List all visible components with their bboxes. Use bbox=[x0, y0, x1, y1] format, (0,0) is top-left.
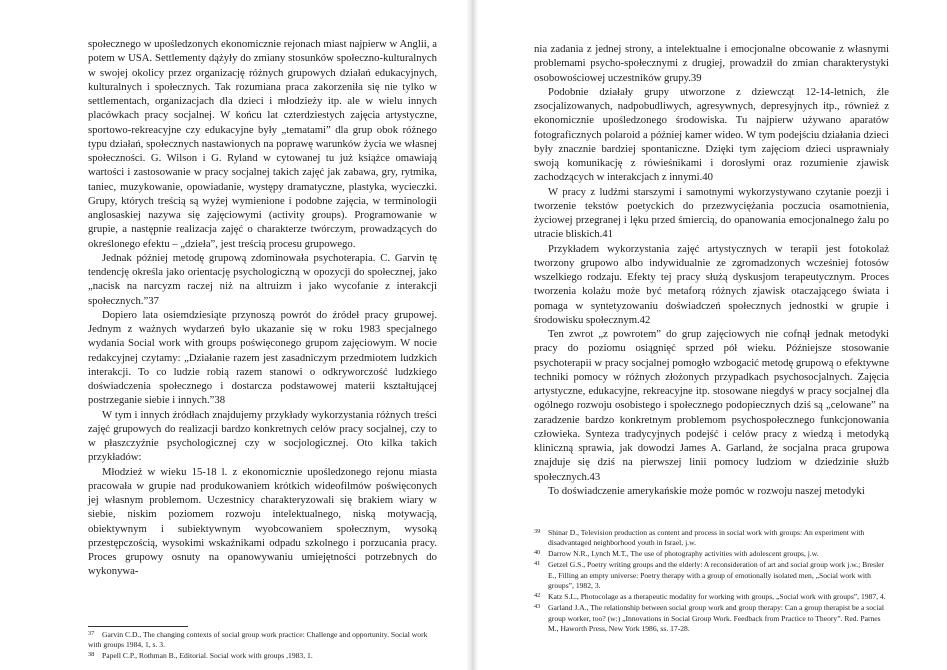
right-page bbox=[474, 0, 947, 670]
footnote bbox=[534, 592, 889, 602]
paragraph: Podobnie działały grupy utworzone z dziewcząt 12-14-letnich, źle zsocjalizowanych, nadpobudliwych, agresywnych, depresyjnych itp., również z ekonomicznie upośledzonego środowiska. Tu najpierw używano aparatów fotograficznych polaroid a później kamer wideo. W tym podejściu działania dzieci były znacznie bardziej spontaniczne. Dzięki tym zajęciom dzieci usprawniały swoją komunikację z rówieśnikami i dorosłymi oraz rozumienie zjawisk zachodzących w interakcjach z innymi.40 bbox=[534, 85, 889, 184]
paragraph: W tym i innych źródłach znajdujemy przykłady wykorzystania różnych treści zajęć grupowych do realizacji bardzo konkretnych celów pracy socjalnej, czy to w płaszczyźnie psychologicznej czy w socjologicznej. Oto kilka takich przykładów: bbox=[88, 408, 437, 464]
footnote-number: 40 bbox=[534, 549, 541, 557]
footnote-text: Papell C.P., Rothman B., Editorial. Social work with groups ,1983, 1. bbox=[102, 651, 313, 661]
footnote-text: Garland J.A., The relationship between social group work and group therapy: Can a group therapist be a social group worker, too? (w:) „Innovations in Social Group Work. Feedback from Practice to Theory”. Red. Parnes M., Haworth Press, New York 1986, ss. 17-28. bbox=[548, 603, 884, 634]
footnote bbox=[88, 651, 437, 661]
footnote-number: 42 bbox=[534, 592, 541, 600]
paragraph: społecznego w upośledzonych ekonomicznie rejonach miast najpierw w Anglii, a potem w USA. Settlementy dążyły do zmiany stosunków społeczno-kulturalnych w swojej okolicy przez organizację różnych grupowych działań edukacyjnych, kulturalnych i społecznych. Tak rozumiana praca zakorzeniła się nie tylko w settlementach, organizacjach dla dzieci i młodzieży itp. ale w wielu innych placówkach pracy socjalnej. W końcu lat czterdziestych zajęcia artystyczne, sportowo-rekreacyjne czy edukacyjne były „tematami” dla grup obok różnego typu działań, społecznych nastawionych na poprawę warunków życia we własnej społeczności. G. Wilson i G. Ryland w cytowanej tu już książce omawiają wartości i zastosowanie w pracy socjalnej takich zajęć jak zabawa, gry, rytmika, taniec, muzykowanie, opowiadanie, występy dramatyczne, plastyka, wycieczki. Grupy, których treścią są wyżej wymienione i podobne zajęcia, w terminologii anglosaskiej nazywa się zajęciowymi (activity groups). Programowanie w grupie, a następnie realizacja zajęć o charakterze twórczym, prowadzących do określonego efektu – „dzieła”, jest treścią procesu grupowego. bbox=[88, 38, 437, 250]
footnote bbox=[534, 528, 889, 549]
footnote-number: 43 bbox=[534, 603, 541, 611]
paragraph: Dopiero lata osiemdziesiąte przynoszą powrót do źródeł pracy grupowej. Jednym z ważnych wydarzeń było ukazanie się w roku 1983 specjalnego wydania Social work with groups poświęconego grupom zajęciowym. W nocie redakcyjnej czytamy: „Działanie razem jest zasadniczym przedmiotem ludzkich interakcji. To co ludzie robią razem stanowi o odkryworczość ludzkiego doświadczenia społecznego i dostarcza podstawowej materii kształtującej postrzeganie siebie i innych.”38 bbox=[88, 308, 437, 407]
paragraph: Młodzież w wieku 15-18 l. z ekonomicznie upośledzonego rejonu miasta pracowała w grupie nad produkowaniem krótkich wideofilmów poświęconych jej własnym problemom. Uczestnicy charakteryzowali się brakiem wiary w siebie, niskim poziomem rozwoju intelektualnego, niską motywacją, obiektywnym i subiektywnym wyobcowaniem społecznym, wysoką przestępczością, wysokimi wskaźnikami odpadu szkolnego i porzucania pracy. Proces grupowy osnuty na opanowywaniu umiejętności potrzebnych do wykonywa- bbox=[88, 465, 437, 578]
footnote-number: 39 bbox=[534, 528, 541, 535]
paragraph: nia zadania z jednej strony, a intelektualne i emocjonalne obcowanie z własnymi problemami psycho-społecznymi z drugiej, prowadził do zmian charakterystyki osobowościowej uczestników grupy.39 bbox=[534, 43, 889, 84]
footnote-number: 37 bbox=[88, 630, 95, 637]
left-footnotes bbox=[88, 630, 437, 662]
footnote-text: Getzel G.S., Poetry writing groups and the elderly: A reconsideration of art and social group work j.w.; Bresler E., Filling an empty universe: Poetry therapy with a group of emotionally isolated men, „Social work with groups”, 1982, 3. bbox=[548, 560, 885, 591]
footnote bbox=[534, 560, 889, 591]
footnote-text: Garvin C.D., The changing contexts of social group work practice: Challenge and opportunity. Social work with groups 1984, 1, s. 3. bbox=[88, 630, 428, 650]
right-footnotes bbox=[534, 528, 889, 635]
right-text-column bbox=[534, 42, 889, 498]
footnote-text: Katz S.L., Photocolage as a therapeutic modality for working with groups, „Social work with groups”, 1987, 4. bbox=[548, 592, 886, 602]
paragraph: Przykładem wykorzystania zajęć artystycznych w terapii jest fotokolaż tworzony grupowo albo indywidualnie ze zgromadzonych wcześniej fotosów wszelkiego rodzaju. Efekty tej pracy służą dyskusjom terapeutycznym. Proces tworzenia kolażu może być metaforą różnych zjawisk otaczającego świata i pomaga w syntetyzowaniu doświadczeń społecznych jednostki w grupie i środowisku społecznym.42 bbox=[534, 242, 889, 326]
paragraph: Jednak później metodę grupową zdominowała psychoterapia. C. Garvin tę tendencję określa jako orientację psychologiczną w opozycji do społecznej, jako „nacisk na narcyzm raczej niż na altruizm i jako wycofanie z interakcji społecznych.”37 bbox=[88, 251, 437, 307]
footnote-text: Darrow N.R., Lynch M.T., The use of photography activities with adolescent groups, j.w. bbox=[548, 549, 819, 559]
footnote bbox=[534, 603, 889, 634]
footnote bbox=[534, 549, 889, 559]
paragraph: To doświadczenie amerykańskie może pomóc w rozwoju naszej metodyki bbox=[548, 484, 865, 497]
left-text-column bbox=[88, 37, 437, 579]
footnote-number: 38 bbox=[88, 651, 95, 659]
footnote-text: Shinar D., Television production as content and process in social work with groups: An experiment with disadvantaged neighborhood youth in Israel, j.w. bbox=[548, 528, 865, 548]
footnote-divider bbox=[88, 626, 188, 627]
paragraph: W pracy z ludźmi starszymi i samotnymi wykorzystywano czytanie poezji i tworzenie tekstów poetyckich do przezwyciężania poczucia osamotnienia, życiowej przegranej i lęku przed śmiercią, do opanowania emocjonalnego żalu po utracie bliskich.41 bbox=[534, 185, 889, 241]
footnote bbox=[88, 630, 437, 651]
footnote-number: 41 bbox=[534, 560, 541, 568]
paragraph: Ten zwrot „z powrotem” do grup zajęciowych nie cofnął jednak metodyki pracy do poziomu osiągnięć sprzed pół wieku. Późniejsze stosowanie psychoterapii w pracy socjalnej pomogło wzbogacić metodę grupową o efektywne techniki pomocy w różnych złożonych przypadkach psychosocjalnych. Zajęcia artystyczne, edukacyjne, rekreacyjne itp. stosowane niegdyś w pracy socjalnej dla ogólnego rozwoju osobistego i społecznego podopiecznych dziś są „celowane” na zaradzenie bardzo konkretnym problemom psychospołecznego funkcjonowania człowieka. Synteza tradycyjnych podejść i celów pracy z wiedzą i metodyką kliniczną sprawia, jak dowodzi James A. Garland, że socjalna praca grupowa znajduje się dziś na pierwszej linii pomocy ludziom w dziedzinie służb społecznych.43 bbox=[534, 328, 889, 483]
